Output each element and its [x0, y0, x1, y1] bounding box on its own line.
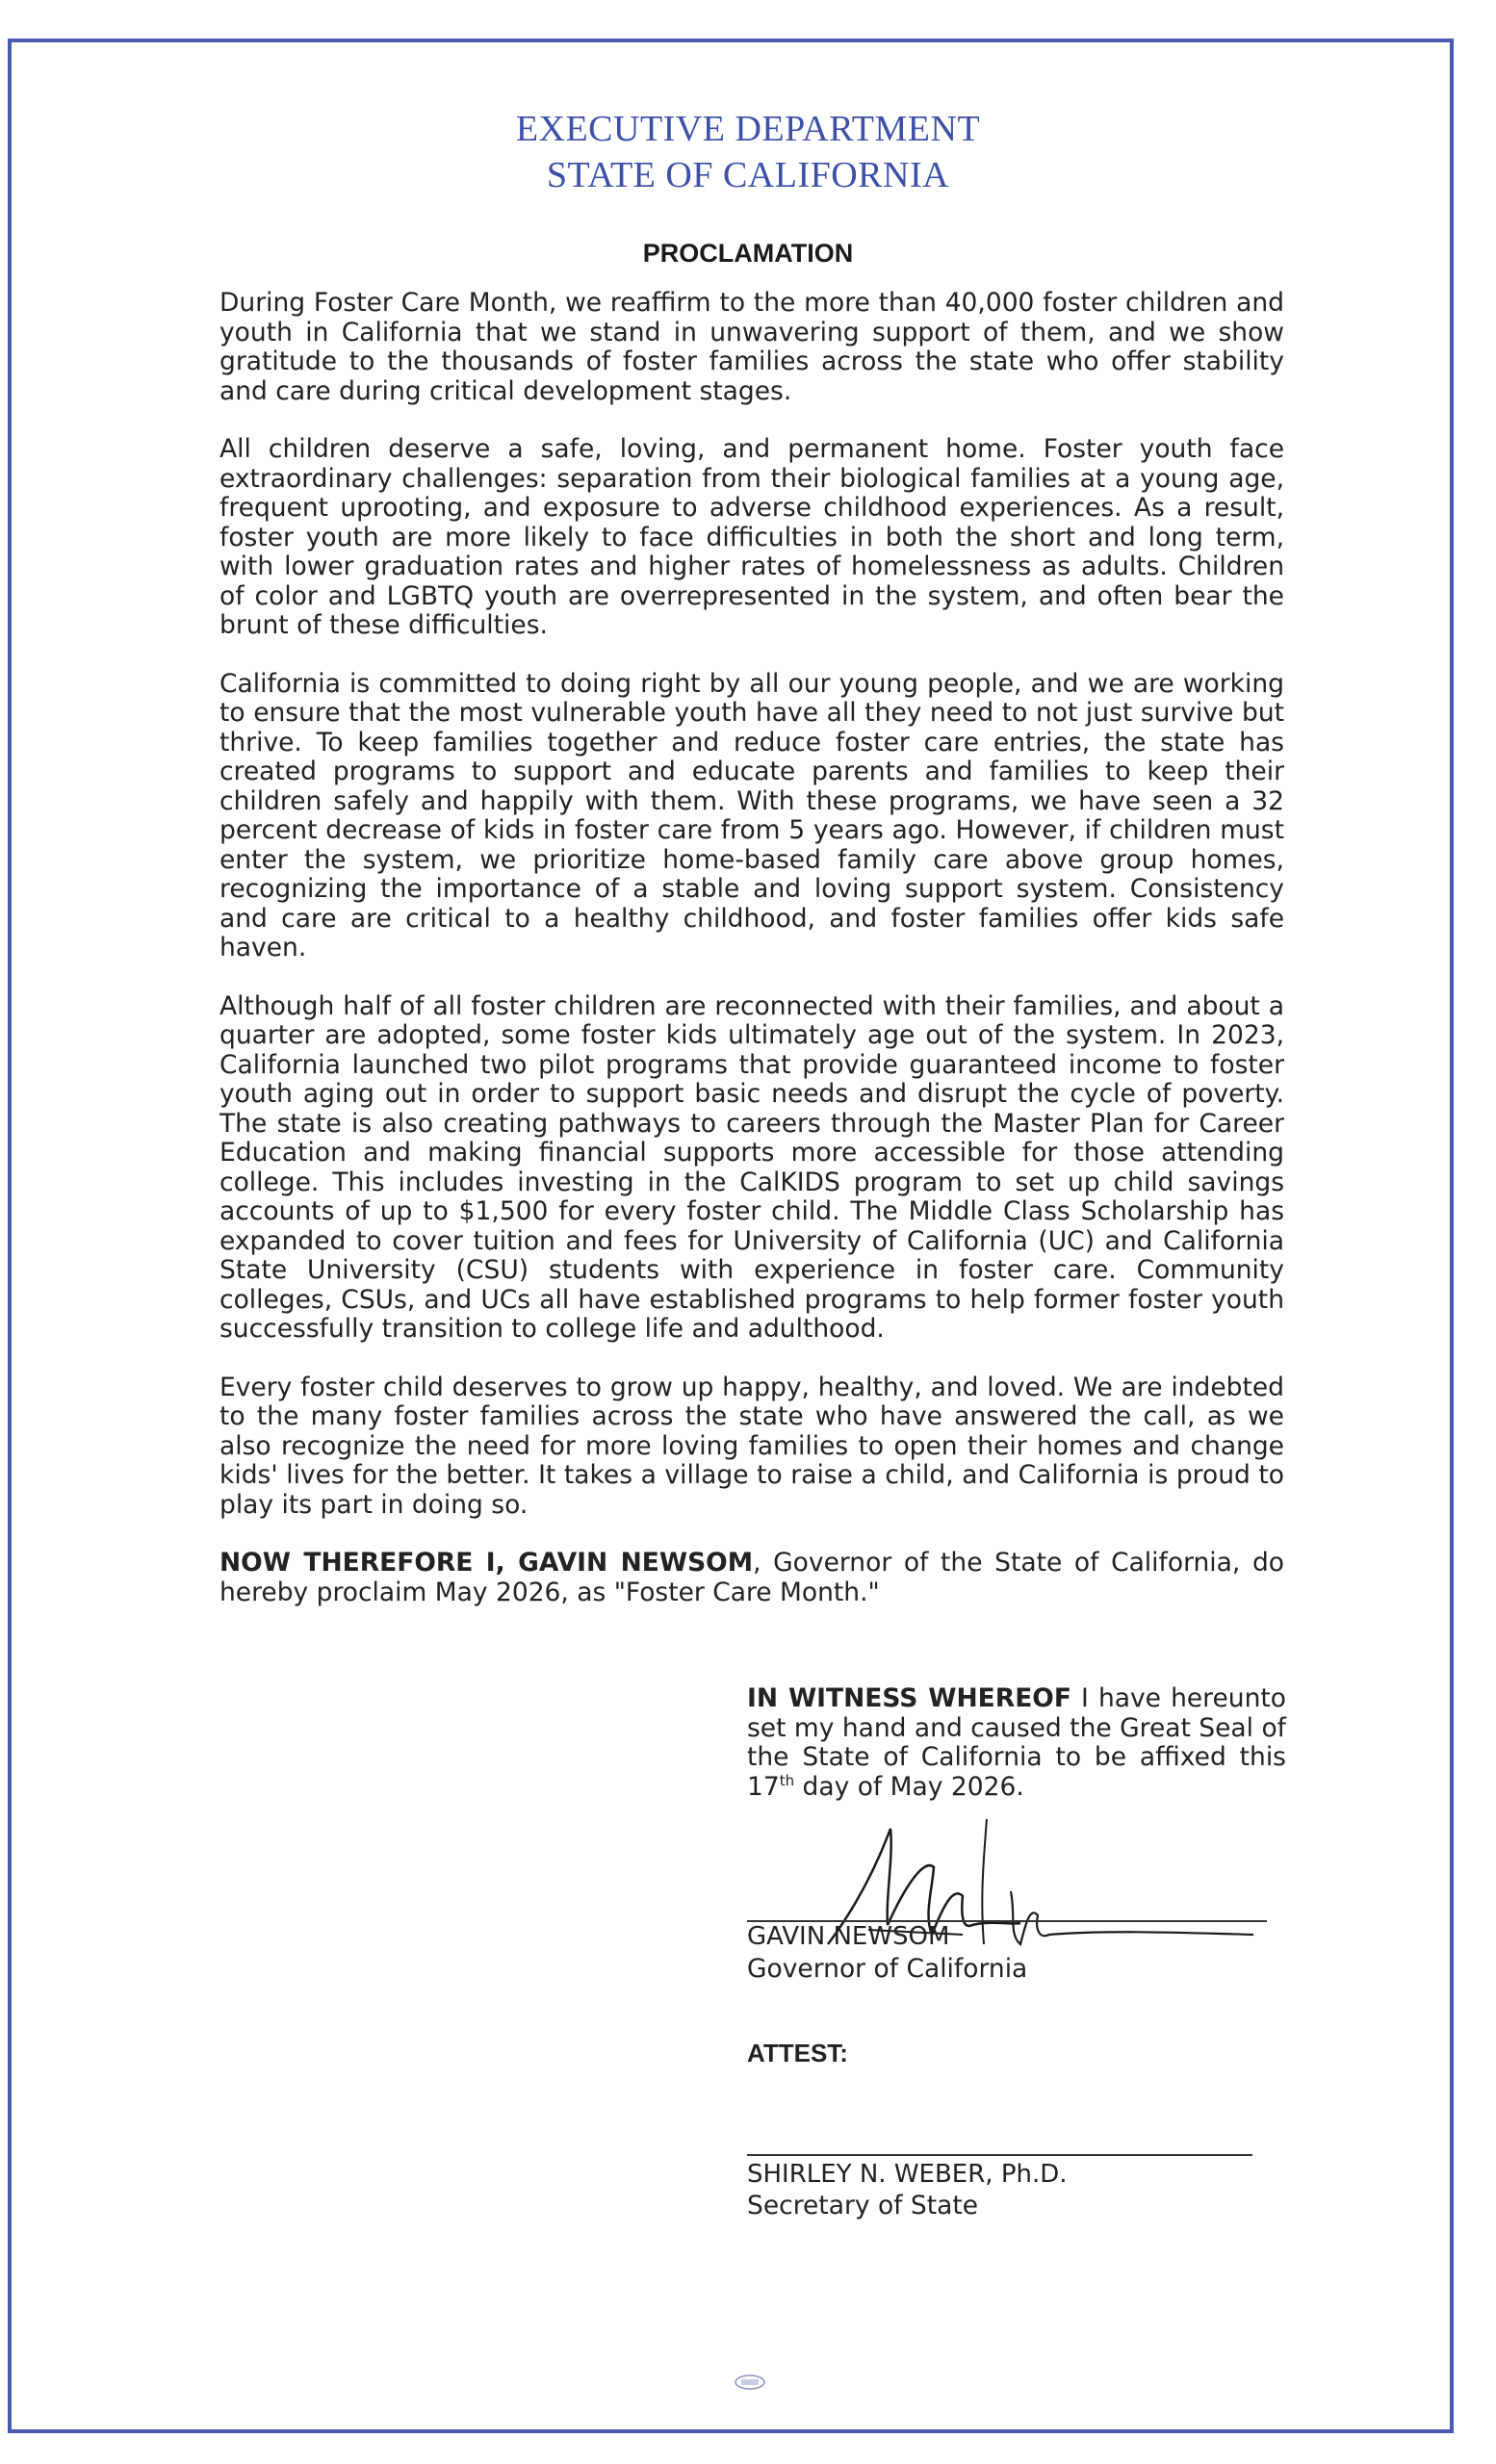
department-line: EXECUTIVE DEPARTMENT: [515, 109, 981, 149]
department-header: [0, 106, 1496, 198]
proclaim-lead: NOW THEREFORE I, GAVIN NEWSOM: [219, 1548, 754, 1578]
paragraph: All children deserve a safe, loving, and permanent home. Foster youth face extraordinary challenges: separation from their biological families at a young age, frequent uprooting, and exposure to adverse childhood experiences. As a result, foster youth are more likely to face difficulties in both the short and long term, with lower graduation rates and higher rates of homelessness as adults. Children of color and LGBTQ youth are overrepresented in the system, and often bear the brunt of these difficulties.: [219, 434, 1284, 640]
governor-name: GAVIN NEWSOM: [747, 1922, 950, 1951]
proclamation-title: PROCLAMATION: [642, 239, 854, 268]
paragraph: California is committed to doing right by all our young people, and we are working to ensure that the most vulnerable youth have all they need to not just survive but thrive. To keep families together and reduce foster care entries, the state has created programs to support and educate parents and families to keep their children safely and happily with them. With these programs, we have seen a 32 percent decrease of kids in foster care from 5 years ago. However, if children must enter the system, we prioritize home-based family care above group homes, recognizing the importance of a stable and loving support system. Consistency and care are critical to a healthy childhood, and foster families offer kids safe haven.: [219, 668, 1284, 962]
state-line: STATE OF CALIFORNIA: [546, 155, 950, 195]
paragraph: Although half of all foster children are reconnected with their families, and about a quarter are adopted, some foster kids ultimately age out of the system. In 2023, California launched two pilot programs that provide guaranteed income to foster youth aging out in order to support basic needs and disrupt the cycle of poverty. The state is also creating pathways to careers through the Master Plan for Career Education and making financial supports more accessible for those attending college. This includes investing in the CalKIDS program to set up child savings accounts of up to $1,500 for every foster child. The Middle Class Scholarship has expanded to cover tuition and fees for University of California (UC) and California State University (CSU) students with experience in foster care. Community colleges, CSUs, and UCs all have established programs to help former foster youth successfully transition to college life and adulthood.: [219, 990, 1284, 1344]
witness-block: [747, 1684, 1286, 1802]
proclamation-body: [219, 289, 1284, 1636]
governor-title: Governor of California: [747, 1954, 1028, 1984]
paragraph: During Foster Care Month, we reaffirm to the more than 40,000 foster children and youth in California that we stand in unwavering support of them, and we show gratitude to the thousands of foster families across the state who offer stability and care during critical development stages.: [219, 288, 1284, 406]
union-bug-icon: [734, 2374, 766, 2391]
attest-label: ATTEST:: [747, 2039, 848, 2067]
secretary-title: Secretary of State: [747, 2191, 979, 2220]
witness-text: I have hereunto set my hand and caused the Great Seal of the State of California to be affixed this 17: [747, 1683, 1286, 1802]
paragraph: Every foster child deserves to grow up happy, healthy, and loved. We are indebted to the many foster families across the state who have answered the call, as we also recognize the need for more loving families to open their homes and change kids' lives for the better. It takes a village to raise a child, and California is proud to play its part in doing so.: [219, 1372, 1284, 1520]
witness-tail: day of May 2026.: [794, 1771, 1024, 1802]
witness-sup: th: [779, 1771, 795, 1789]
witness-lead: IN WITNESS WHEREOF: [747, 1683, 1071, 1713]
secretary-name: SHIRLEY N. WEBER, Ph.D.: [747, 2160, 1068, 2189]
proclaim-rest: , Governor of the State of California, do hereby proclaim May 2026, as "Foster Care Month.": [219, 1548, 1284, 1607]
proclaim-paragraph: [219, 1549, 1284, 1607]
attest-signature-line: [747, 2154, 1252, 2156]
